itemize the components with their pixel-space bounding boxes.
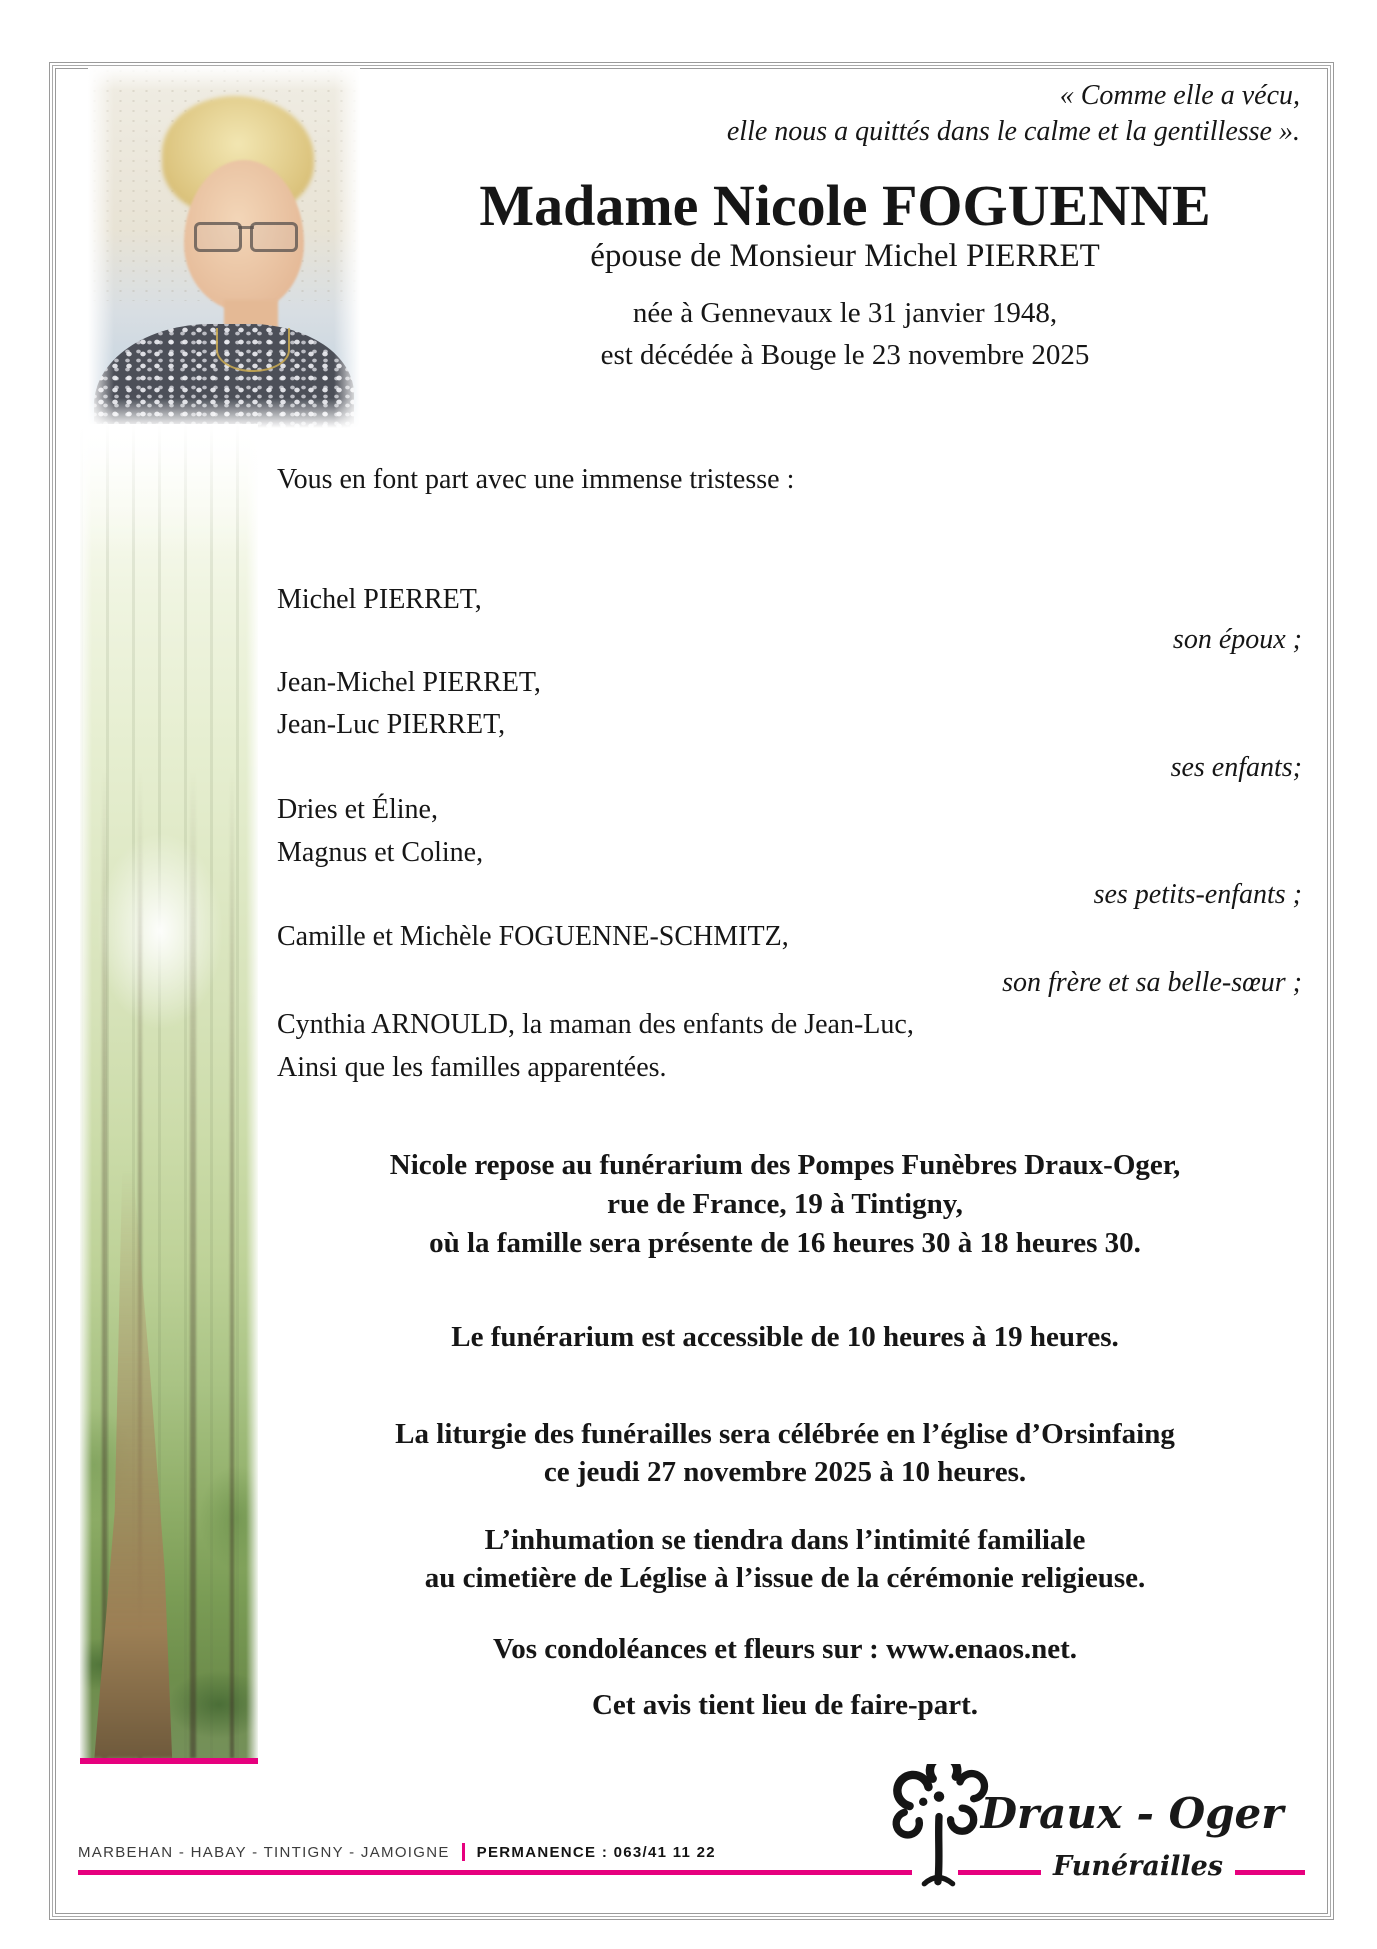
forest-accent-bar [80, 1758, 258, 1764]
family-relation: son frère et sa belle-sœur ; [1002, 967, 1302, 998]
family-name: Michel PIERRET, [277, 584, 482, 615]
burial-line: L’inhumation se tiendra dans l’intimité familiale [484, 1524, 1086, 1556]
funerarium-access-line: Le funérarium est accessible de 10 heures à 19 heures. [451, 1321, 1119, 1353]
brand-name: Draux - Oger [980, 1789, 1284, 1838]
family-relation: ses enfants; [1170, 752, 1302, 783]
notice-line: Cet avis tient lieu de faire-part. [591, 1689, 979, 1721]
birth-line: née à Gennevaux le 31 janvier 1948, [632, 297, 1058, 329]
family-name: Ainsi que les familles apparentées. [277, 1052, 667, 1083]
brand-subtitle: Funérailles [1041, 1850, 1235, 1884]
memorial-quote [727, 78, 1300, 150]
visitation-block [260, 1146, 1310, 1263]
ceremony-block [260, 1415, 1310, 1491]
portrait-photo [88, 66, 360, 428]
burial-line: au cimetière de Léglise à l’issue de la cérémonie religieuse. [424, 1562, 1146, 1594]
death-line: est décédée à Bouge le 23 novembre 2025 [600, 339, 1090, 371]
visitation-line: rue de France, 19 à Tintigny, [607, 1188, 963, 1220]
deceased-subtitle: épouse de Monsieur Michel PIERRET [590, 238, 1100, 274]
photo-edge-fade [88, 66, 360, 428]
birth-death-dates [380, 292, 1310, 376]
intro-line: Vous en font part avec une immense tristesse : [277, 464, 795, 495]
tree-icon [886, 1764, 992, 1888]
family-name: Jean-Luc PIERRET, [277, 709, 506, 740]
footer [78, 1838, 716, 1866]
ceremony-line: La liturgie des funérailles sera célébrée en l’église d’Orsinfaing [395, 1418, 1175, 1450]
burial-block [260, 1521, 1310, 1597]
family-relation: son époux ; [1172, 624, 1302, 655]
deceased-name: Madame Nicole FOGUENNE [479, 173, 1211, 238]
footer-permanence: PERMANENCE : 063/41 11 22 [476, 1843, 716, 1861]
family-name: Dries et Éline, [277, 794, 438, 825]
family-name: Jean-Michel PIERRET, [277, 667, 541, 698]
family-name: Magnus et Coline, [277, 837, 484, 868]
ceremony-line: ce jeudi 27 novembre 2025 à 10 heures. [543, 1456, 1027, 1488]
footer-separator [462, 1843, 465, 1861]
quote-line-1: « Comme elle a vécu, [1059, 80, 1300, 111]
visitation-line: Nicole repose au funérarium des Pompes Funèbres Draux-Oger, [389, 1149, 1181, 1181]
family-name: Cynthia ARNOULD, la maman des enfants de Jean-Luc, [277, 1009, 914, 1040]
family-name: Camille et Michèle FOGUENNE-SCHMITZ, [277, 921, 789, 952]
visitation-line: où la famille sera présente de 16 heures 30 à 18 heures 30. [429, 1227, 1141, 1259]
footer-locations: MARBEHAN - HABAY - TINTIGNY - JAMOIGNE [78, 1843, 450, 1861]
quote-line-2: elle nous a quittés dans le calme et la gentillesse ». [726, 116, 1300, 147]
condolences-line: Vos condoléances et fleurs sur : www.enaos.net. [492, 1633, 1078, 1665]
forest-path-image [80, 424, 258, 1758]
family-relation: ses petits-enfants ; [1093, 879, 1302, 910]
